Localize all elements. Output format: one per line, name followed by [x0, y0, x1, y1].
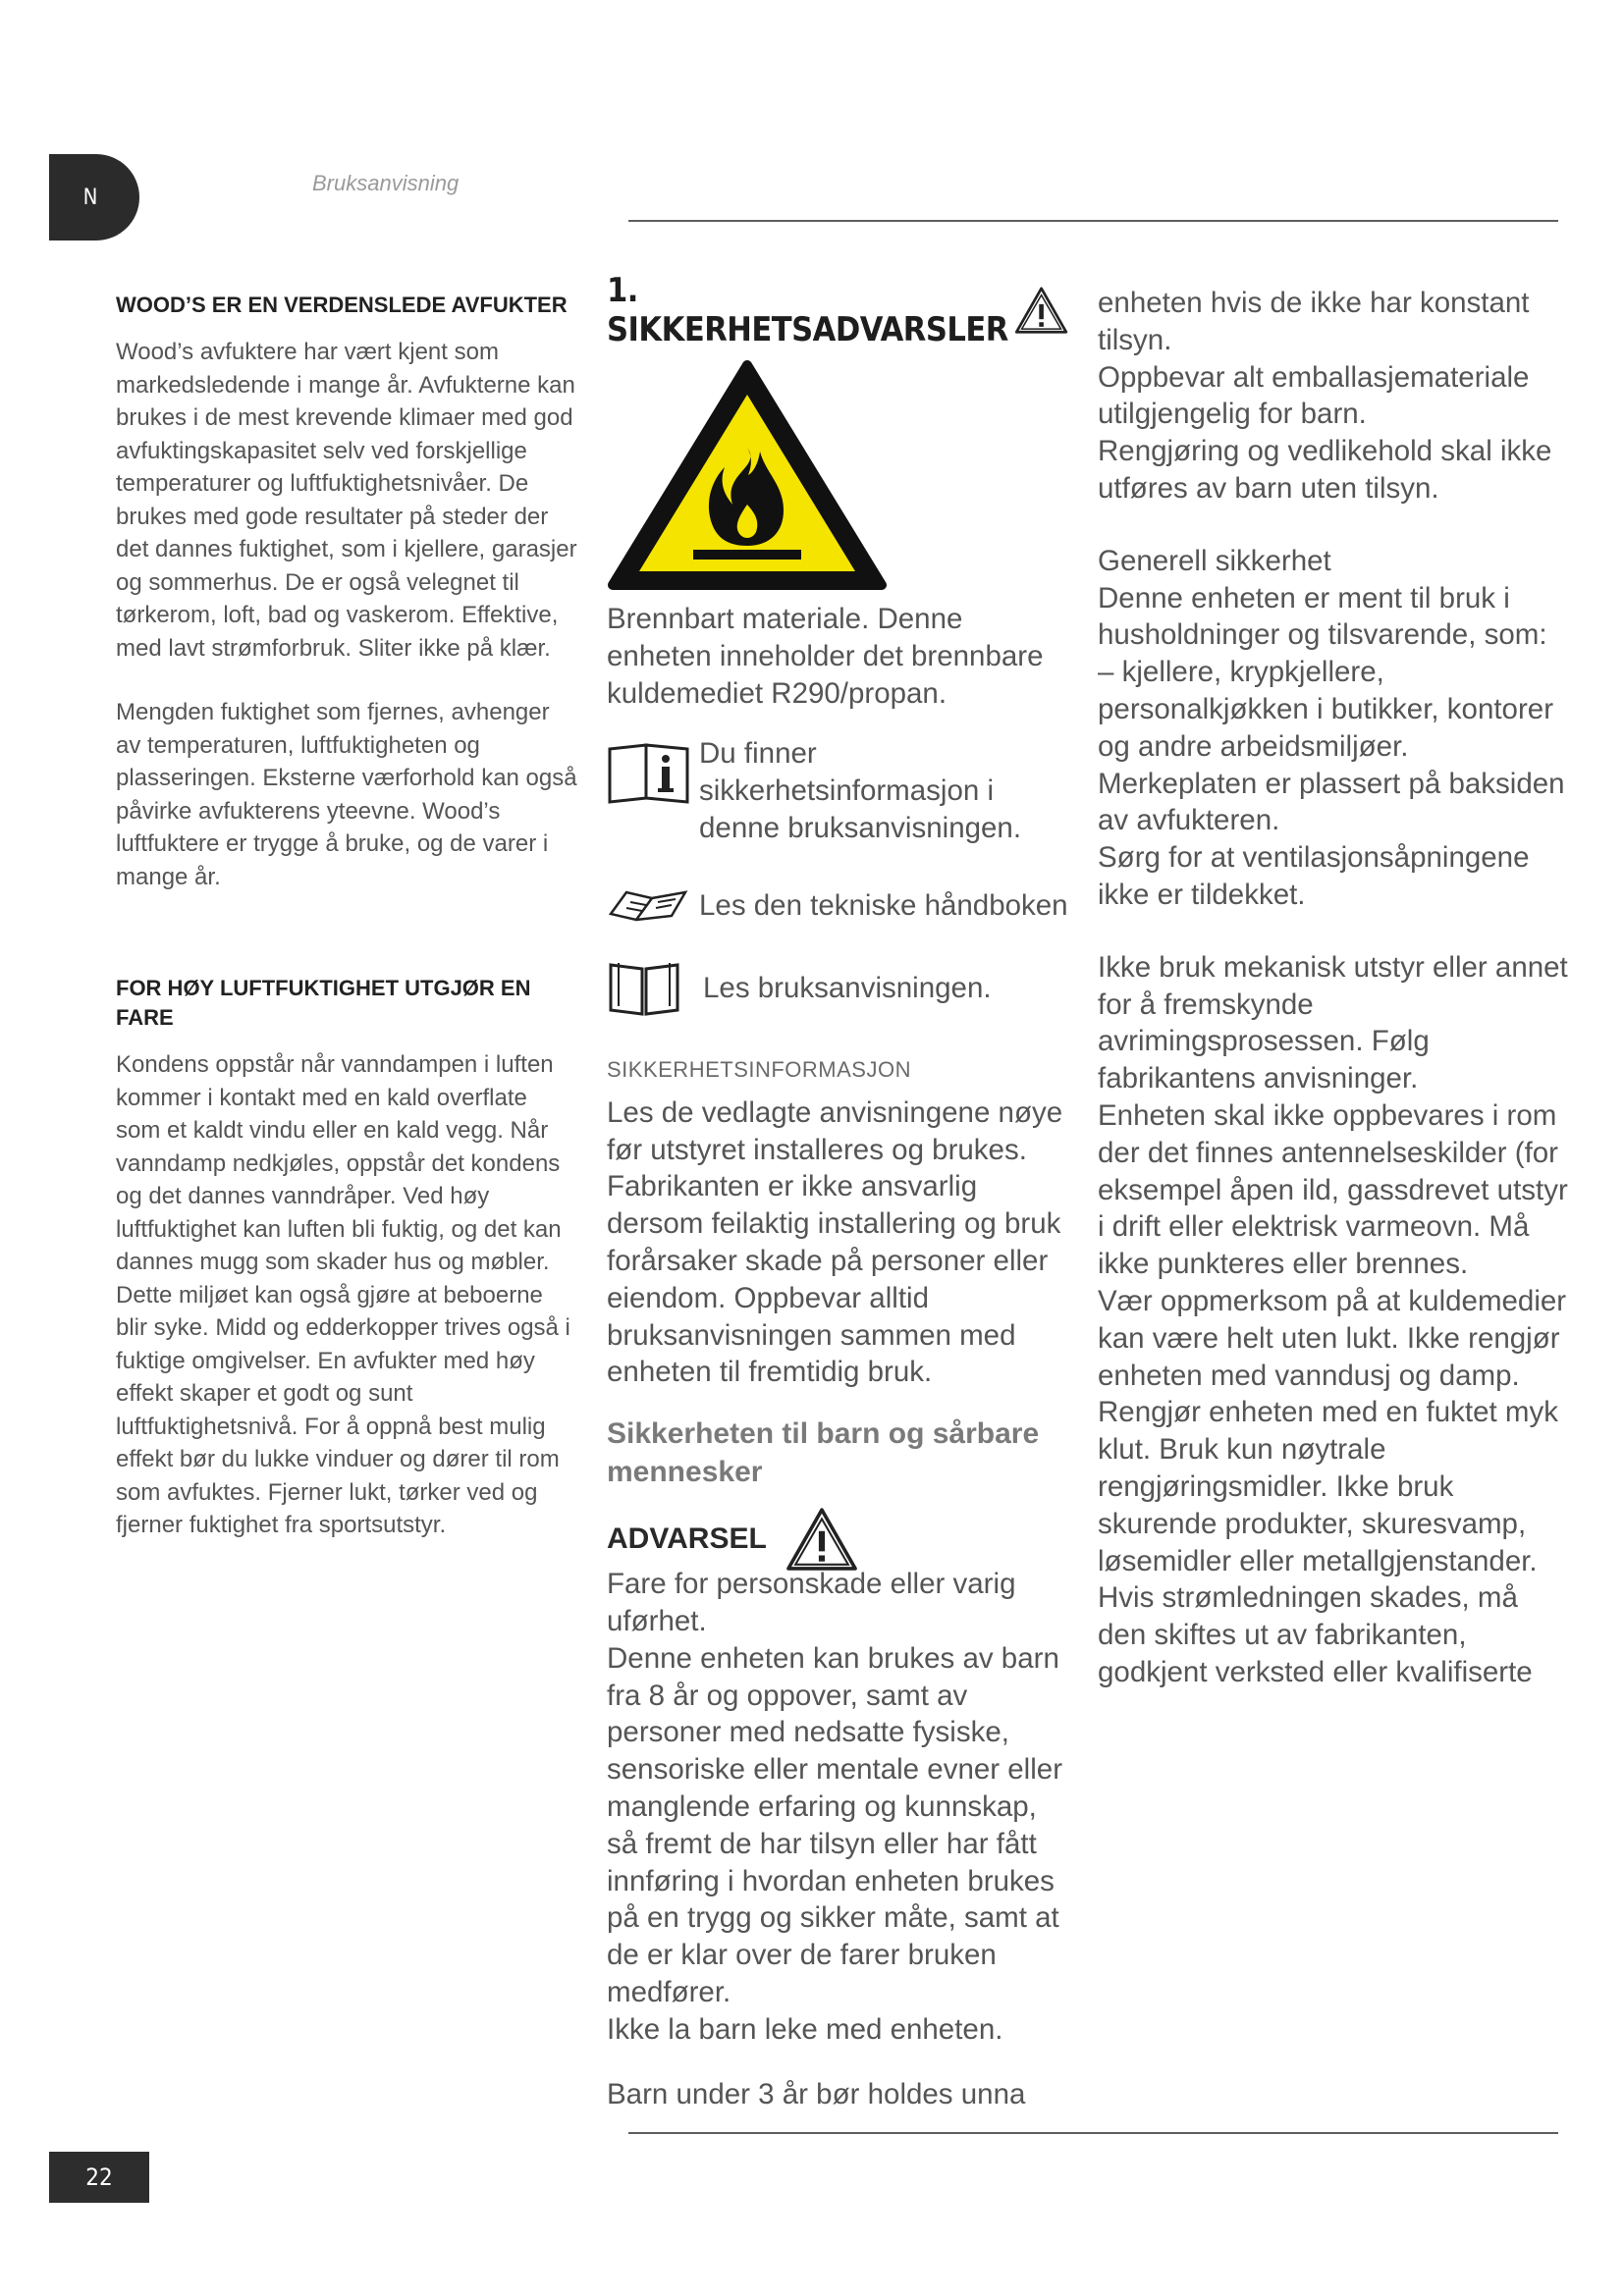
- info-manual-icon: [607, 741, 691, 804]
- safety-info-paragraph: Les de vedlagte anvisningene nøye før utstyret installeres og brukes. Fabrikanten er ikke ansvarlig dersom feilaktig installering og bruk forårsaker skade på personer eller eiendom. Oppbevar alltid bruksanvisningen sammen med enheten til fremtidig bruk.: [607, 1095, 1063, 1389]
- safety-warnings-title: [607, 271, 1068, 349]
- humidity-paragraph: Kondens oppstår når vanndampen i luften kommer i kontakt med en kald overflate som et kaldt vindu eller en kald vegg. Når vanndamp nedkjøles, oppstår det kondens og det dannes vanndråper. Ved høy luftfuktighet kan luften bli fuktig, og det kan dannes mugg som skader hus og møbler. Dette miljøet kan også gjøre at beboerne blir syke. Midd og edderkopper trives også i fuktige omgivelser. En avfukter med høy effekt skaper et godt og sunt luftfuktighetsnivå. For å oppnå best mulig effekt bør du lukke vinduer og dører til rom som avfuktes. Fjerner lukt, tørker ved og fjerner fuktighet fra sportsutstyr.: [116, 1051, 570, 1538]
- right-paragraph-7: Rengjør enheten med en fuktet myk klut. Bruk kun nøytrale rengjøringsmidler. Ikke bruk skurende produkter, skuresvamp, løsemidler eller metallgjenstander.: [1098, 1396, 1558, 1577]
- right-paragraph-1: enheten hvis de ikke har konstant tilsyn.: [1098, 287, 1530, 356]
- right-paragraph-2: Oppbevar alt emballasjemateriale utilgjengelig for barn.: [1098, 360, 1530, 431]
- section-heading-woods: WOOD’S ER EN VERDENSLEDE AVFUKTER: [116, 293, 568, 317]
- right-column: [1098, 285, 1569, 1691]
- general-paragraph-2: Merkeplaten er plassert på baksiden av avfukteren.: [1098, 767, 1565, 837]
- right-paragraph-3: Rengjøring og vedlikehold skal ikke utføres av barn uten tilsyn.: [1098, 435, 1552, 505]
- warning-heading: [607, 1507, 1068, 1572]
- section-heading-humidity: FOR HØY LUFTFUKTIGHET UTGJØR EN FARE: [116, 976, 531, 1030]
- right-paragraph-4: Ikke bruk mekanisk utstyr eller annet for å fremskynde avrimingsprosessen. Følg fabrikantens anvisninger.: [1098, 950, 1568, 1095]
- instructions-text: Les bruksanvisningen.: [703, 971, 992, 1004]
- language-tab-label: N: [82, 185, 98, 210]
- warning-paragraph-2: Denne enheten kan brukes av barn fra 8 år og oppover, samt av personer med nedsatte fysiske, sensoriske eller mentale evner eller manglende erfaring og kunnskap, så fremt de har tilsyn eller har fått innføring i hvordan enheten brukes på en trygg og sikker måte, samt at de er klar over de farer bruken medfører.: [607, 1641, 1063, 2008]
- safety-info-label: SIKKERHETSINFORMASJON: [607, 1056, 911, 1082]
- warning-paragraph-3: Ikke la barn leke med enheten.: [607, 2012, 1003, 2046]
- page-number-label: 22: [85, 2163, 113, 2191]
- warning-paragraph-4: Barn under 3 år bør holdes unna: [607, 2077, 1026, 2110]
- technical-manual-text: Les den tekniske håndboken: [699, 888, 1068, 922]
- technical-manual-icon: [607, 886, 691, 926]
- general-safety-heading: Generell sikkerhet: [1098, 544, 1331, 577]
- general-paragraph-3: Sørg for at ventilasjonsåpningene ikke er tildekket.: [1098, 841, 1530, 911]
- instructions-row: [607, 959, 1068, 1018]
- footer-rule: [628, 2132, 1558, 2134]
- woods-paragraph-1: Wood’s avfuktere har vært kjent som markedsledende i mange år. Avfukterne kan brukes i de mest krevende klimaer med god avfuktingskapasitet selv ved forskjellige temperaturer og luftfuktighetsnivåer. De brukes med gode resultater på steder der det dannes fuktighet, som i kjellere, garasjer og sommerhus. De er også velegnet til tørkerom, loft, bad og vaskerom. Effektive, med lavt strømforbruk. Sliter ikke på klær.: [116, 339, 577, 662]
- flammable-text: Brennbart materiale. Denne enheten inneholder det brennbare kuldemediet R290/propan.: [607, 603, 1044, 710]
- technical-manual-row: [607, 886, 1068, 926]
- open-book-icon: [607, 959, 681, 1018]
- warning-paragraph-1: Fare for personskade eller varig uførhet.: [607, 1568, 1016, 1637]
- warning-triangle-icon: [1014, 279, 1068, 342]
- warning-triangle-icon: [785, 1507, 859, 1572]
- right-paragraph-6: Vær oppmerksom på at kuldemedier kan være helt uten lukt. Ikke rengjør enheten med vanndusj og damp.: [1098, 1284, 1567, 1392]
- woods-paragraph-2: Mengden fuktighet som fjernes, avhenger av temperaturen, luftfuktigheten og plasseringen. Eksterne værforhold kan også påvirke avfukterens yteevne. Wood’s luftfuktere er trygge å bruke, og de varer i mange år.: [116, 699, 577, 890]
- flammable-warning-icon: [605, 357, 890, 593]
- page-number: [49, 2152, 149, 2203]
- safety-warnings-title-text: 1. SIKKERHETSADVARSLER: [607, 271, 1008, 349]
- left-column: [116, 291, 577, 1542]
- info-text: Du finner sikkerhetsinformasjon i denne bruksanvisningen.: [699, 737, 1022, 844]
- language-tab: [49, 154, 139, 240]
- running-title: Bruksanvisning: [312, 171, 460, 195]
- header-rule: [628, 220, 1558, 222]
- warning-label: ADVARSEL: [607, 1522, 767, 1556]
- info-row: [607, 735, 1068, 846]
- middle-column: [607, 271, 1068, 2112]
- right-paragraph-8: Hvis strømledningen skades, må den skiftes ut av fabrikanten, godkjent verksted eller kvalifiserte: [1098, 1581, 1533, 1688]
- right-paragraph-5: Enheten skal ikke oppbevares i rom der det finnes antennelseskilder (for eksempel åpen ild, gassdrevet utstyr i drift eller elektrisk varmeovn. Må ikke punkteres eller brennes.: [1098, 1098, 1568, 1281]
- children-safety-heading: Sikkerheten til barn og sårbare mennesker: [607, 1417, 1040, 1489]
- general-paragraph-1: Denne enheten er ment til bruk i husholdninger og tilsvarende, som: – kjellere, krypkjellere, personalkjøkken i butikker, kontorer og andre arbeidsmiljøer.: [1098, 581, 1554, 763]
